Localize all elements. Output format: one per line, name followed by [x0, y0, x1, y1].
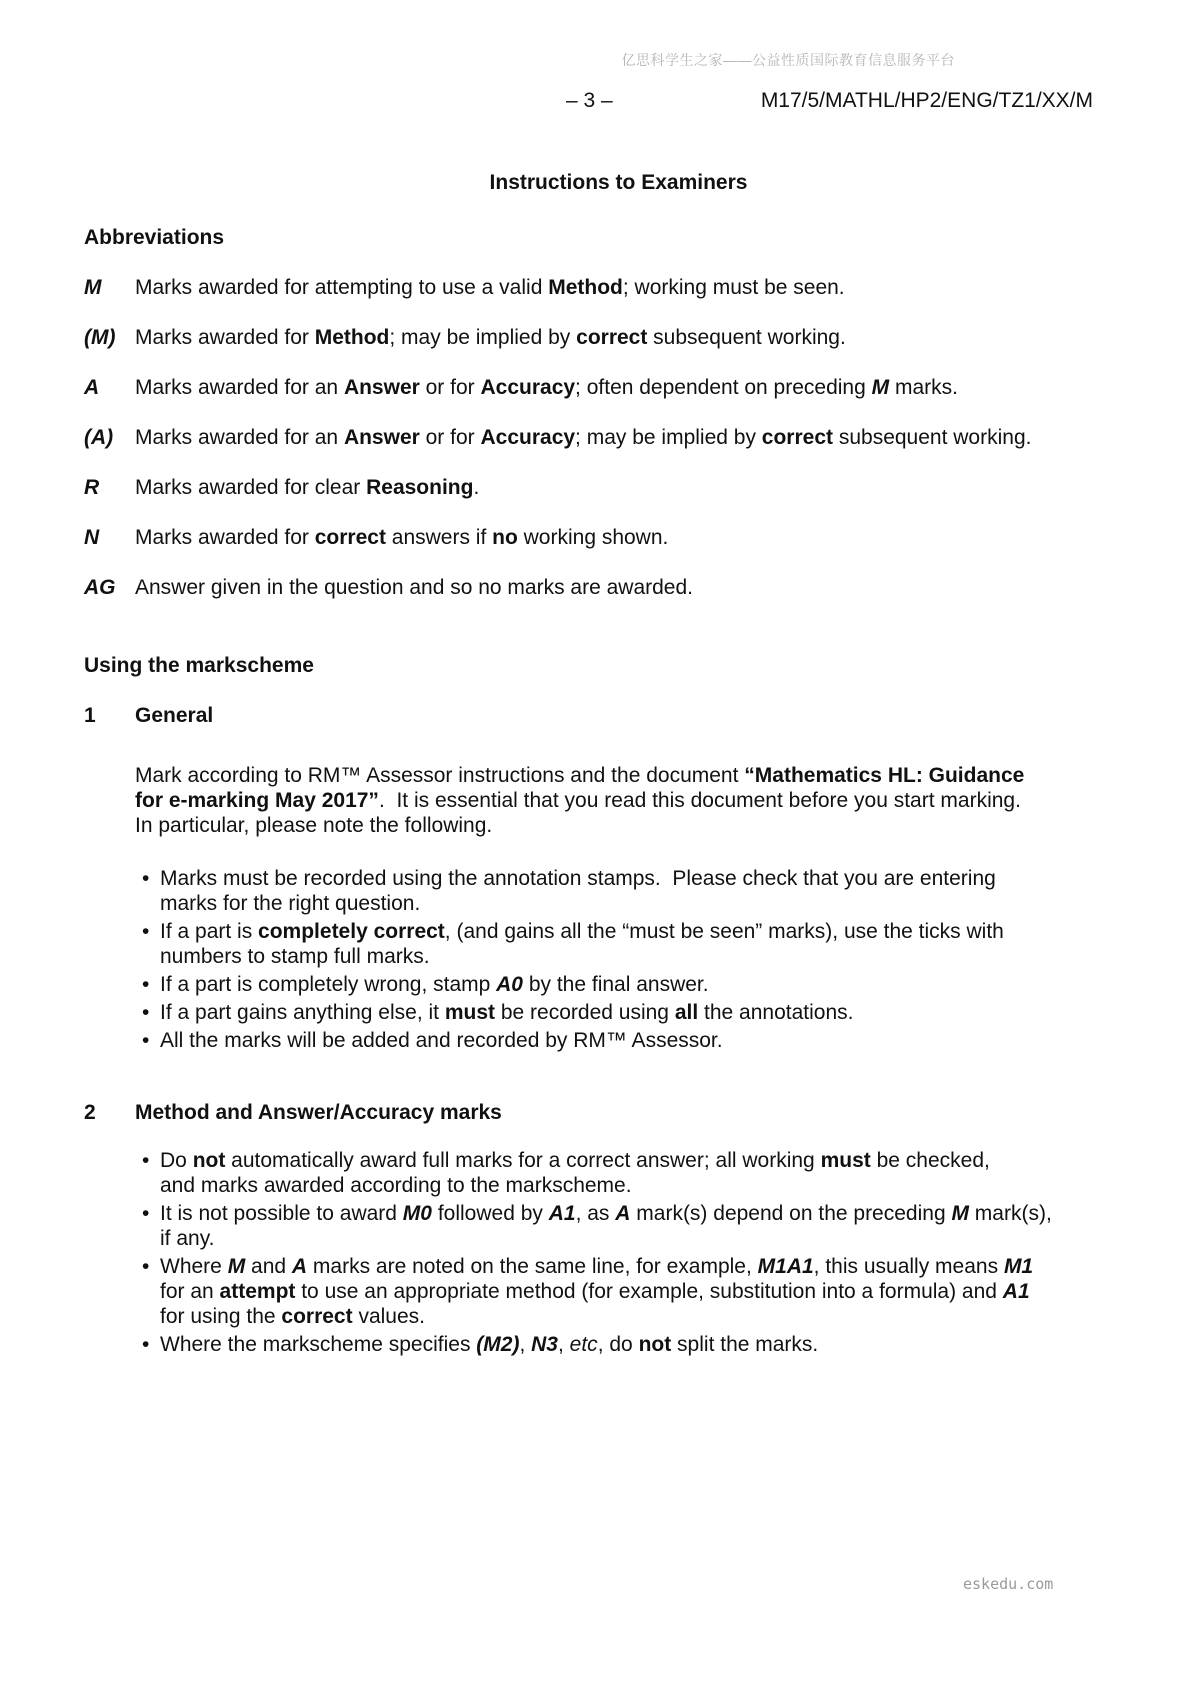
- watermark-footer-text: eskedu.com: [963, 1575, 1054, 1593]
- abbreviations-list: [84, 275, 1153, 600]
- page-header: [84, 88, 1153, 113]
- abbreviation-row: [84, 325, 1153, 350]
- bullet-item: • If a part is completely correct, (and gains all the “must be seen” marks), use the ticks with numbers to stamp full marks.: [84, 919, 1153, 969]
- abbreviation-label: R: [84, 476, 100, 499]
- bullet-item: • Do not automatically award full marks for a correct answer; all working must be checked, and marks awarded according to the markscheme.: [84, 1148, 1153, 1198]
- abbreviation-description: Marks awarded for attempting to use a valid Method; working must be seen.: [135, 276, 845, 299]
- abbreviation-description: Marks awarded for an Answer or for Accuracy; may be implied by correct subsequent working.: [135, 426, 1032, 449]
- using-markscheme-heading: Using the markscheme: [84, 654, 314, 677]
- abbreviation-description: Marks awarded for Method; may be implied by correct subsequent working.: [135, 326, 846, 349]
- section-title: Method and Answer/Accuracy marks: [135, 1101, 502, 1124]
- abbreviation-row: [84, 525, 1153, 550]
- abbreviation-row: [84, 425, 1153, 450]
- abbreviation-row: [84, 375, 1153, 400]
- document-title: Instructions to Examiners: [489, 171, 748, 194]
- exam-code: M17/5/MATHL/HP2/ENG/TZ1/XX/M: [760, 89, 1093, 112]
- abbreviation-label: A: [84, 376, 100, 399]
- general-bullet-list: [84, 866, 1153, 1053]
- abbreviation-description: Answer given in the question and so no marks are awarded.: [135, 576, 693, 599]
- method-answer-bullet-list: [84, 1148, 1153, 1357]
- abbreviation-description: Marks awarded for correct answers if no working shown.: [135, 526, 669, 549]
- section-number: 2: [84, 1101, 96, 1124]
- section-heading-general: [84, 703, 1153, 728]
- abbreviation-description: Marks awarded for an Answer or for Accuracy; often dependent on preceding M marks.: [135, 376, 958, 399]
- section-heading-method-answer: [84, 1100, 1153, 1125]
- bullet-item: • It is not possible to award M0 followed by A1, as A mark(s) depend on the preceding M mark(s), if any.: [84, 1201, 1153, 1251]
- section-title: General: [135, 704, 214, 727]
- abbreviation-label: N: [84, 526, 100, 549]
- bullet-item: • If a part is completely wrong, stamp A0 by the final answer.: [84, 972, 1153, 997]
- general-paragraph: Mark according to RM™ Assessor instructions and the document “Mathematics HL: Guidance for e-marking May 2017”. It is essential that you read this document before you start marking. In particular, please note the following.: [135, 764, 1025, 837]
- abbreviation-row: [84, 475, 1153, 500]
- bullet-item: • Where the markscheme specifies (M2), N3, etc, do not split the marks.: [84, 1332, 1153, 1357]
- abbreviation-label: M: [84, 276, 102, 299]
- abbreviation-row: [84, 575, 1153, 600]
- section-number: 1: [84, 704, 96, 727]
- abbreviation-row: [84, 275, 1153, 300]
- abbreviation-description: Marks awarded for clear Reasoning.: [135, 476, 480, 499]
- watermark-header-text: 亿思科学生之家——公益性质国际教育信息服务平台: [621, 52, 955, 68]
- bullet-item: • Where M and A marks are noted on the same line, for example, M1A1, this usually means M1 for an attempt to use an appropriate method (for example, substitution into a formula) and A1 for using the correct values.: [84, 1254, 1153, 1329]
- abbreviation-label: (A): [84, 426, 114, 449]
- abbreviations-heading: Abbreviations: [84, 226, 225, 249]
- page-number: – 3 –: [566, 89, 613, 112]
- bullet-item: • All the marks will be added and recorded by RM™ Assessor.: [84, 1028, 1153, 1053]
- bullet-item: • Marks must be recorded using the annotation stamps. Please check that you are entering marks for the right question.: [84, 866, 1153, 916]
- abbreviation-label: (M): [84, 326, 116, 349]
- bullet-item: • If a part gains anything else, it must be recorded using all the annotations.: [84, 1000, 1153, 1025]
- abbreviation-label: AG: [84, 576, 116, 599]
